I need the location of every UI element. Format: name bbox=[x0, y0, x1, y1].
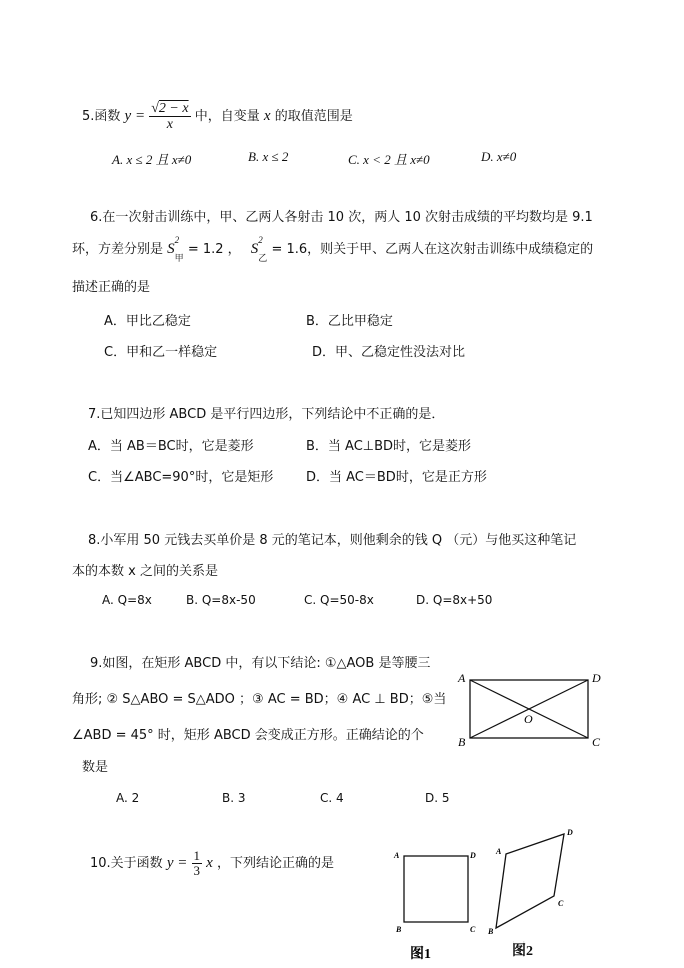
q7-option-a: A．当 AB＝BC时，它是菱形 bbox=[88, 439, 254, 454]
fig2-label-c: C bbox=[558, 899, 564, 908]
q9-label-b: B bbox=[458, 735, 466, 749]
q5-denominator: x bbox=[166, 117, 173, 132]
q6-yi-val: = 1.6，则关于甲、乙两人在这次射击训练中成绩稳定的 bbox=[271, 242, 594, 257]
q5-suffix: 中，自变量 bbox=[194, 109, 260, 124]
q10-var: x bbox=[206, 855, 213, 871]
q8-line2: 本的本数 x 之间的关系是 bbox=[72, 564, 218, 579]
q6-jia-val: = 1.2 ， bbox=[187, 242, 241, 257]
q10-figure-1 bbox=[388, 840, 498, 964]
q8-option-c: C. Q=50-8x bbox=[304, 593, 374, 607]
q6-s-jia: S 2 $_甲$ bbox=[167, 235, 184, 263]
fig1-label-d: D bbox=[470, 851, 476, 860]
q6-s-yi: S 2 $_乙$ bbox=[250, 235, 268, 263]
fig1-label-a: A bbox=[394, 851, 400, 860]
fig2-label-a: A bbox=[496, 847, 502, 856]
fig2-label-d: D bbox=[567, 828, 573, 837]
q9-line2: 角形; ② S△ABO = S△ADO ；③ AC = BD；④ AC ⊥ BD；⑤当 bbox=[72, 692, 447, 707]
q8-line1: 8.小军用 50 元钱去买单价是 8 元的笔记本，则他剩余的钱 Q （元）与他买这种笔记 bbox=[88, 533, 577, 548]
q9-line1: 9.如图，在矩形 ABCD 中，有以下结论: ①△AOB 是等腰三 bbox=[90, 656, 431, 671]
q9-label-d: D bbox=[592, 671, 601, 685]
fig1-caption: 图1 bbox=[410, 947, 431, 962]
q6-option-d: D．甲、乙稳定性没法对比 bbox=[312, 345, 466, 360]
q7-stem: 7.已知四边形 ABCD 是平行四边形，下列结论中不正确的是． bbox=[88, 407, 445, 422]
q5-prefix: 5.函数 bbox=[82, 109, 121, 124]
q5-option-c: C. x < 2 且 x≠0 bbox=[348, 152, 430, 167]
q10-y-eq: y = bbox=[166, 855, 188, 871]
q6-option-b: B．乙比甲稳定 bbox=[306, 314, 393, 329]
q6-option-a: A．甲比乙稳定 bbox=[104, 314, 191, 329]
q8-option-d: D. Q=8x+50 bbox=[416, 593, 493, 607]
fig2-label-b: B bbox=[488, 927, 494, 936]
fig1-label-b: B bbox=[396, 925, 402, 934]
q7-option-d: D．当 AC＝BD时，它是正方形 bbox=[306, 470, 487, 485]
q5-option-d: D. x≠0 bbox=[481, 149, 517, 164]
q5-fraction bbox=[149, 101, 190, 133]
q9-option-a: A. 2 bbox=[116, 791, 140, 805]
q6-option-c: C．甲和乙一样稳定 bbox=[104, 345, 218, 360]
q9-option-d: D. 5 bbox=[425, 791, 450, 805]
q9-option-b: B. 3 bbox=[222, 791, 246, 805]
q5-y-eq: y = bbox=[124, 108, 146, 124]
q5-suffix2: 的取值范围是 bbox=[274, 109, 353, 124]
fig2-caption-text: 图2 bbox=[512, 944, 533, 959]
q10-prefix: 10.关于函数 bbox=[90, 856, 163, 871]
q10-numerator: 1 bbox=[193, 847, 200, 863]
q9-label-a: A bbox=[458, 671, 466, 685]
q6-line3: 描述正确的是 bbox=[72, 280, 151, 295]
q10-stem bbox=[90, 843, 334, 883]
q10-suffix: ，下列结论正确的是 bbox=[216, 856, 334, 871]
q10-fraction bbox=[192, 849, 203, 879]
q9-label-o: O bbox=[524, 712, 533, 726]
q5-numerator: √2 − x bbox=[151, 100, 189, 116]
q10-denominator: 3 bbox=[193, 863, 200, 878]
q5-stem bbox=[82, 96, 353, 136]
q7-option-b: B．当 AC⊥BD时，它是菱形 bbox=[306, 439, 472, 454]
q6-line2 bbox=[72, 235, 594, 263]
q5-option-a: A. x ≤ 2 且 x≠0 bbox=[112, 152, 192, 167]
fig1-label-c: C bbox=[470, 925, 476, 934]
q9-rectangle-figure bbox=[456, 668, 606, 750]
q6-line1: 6.在一次射击训练中，甲、乙两人各射击 10 次，两人 10 次射击成绩的平均数均是 9.1 bbox=[90, 210, 593, 225]
q9-line3: ∠ABD = 45° 时，矩形 ABCD 会变成正方形。正确结论的个 bbox=[72, 728, 424, 743]
q9-label-c: C bbox=[592, 735, 601, 749]
q9-line4: 数是 bbox=[82, 760, 109, 775]
q8-option-a: A. Q=8x bbox=[102, 593, 152, 607]
q7-option-c: C．当∠ABC=90°时，它是矩形 bbox=[88, 470, 274, 485]
q6-line2-text: 环，方差分别是 bbox=[72, 242, 164, 257]
q9-option-c: C. 4 bbox=[320, 791, 344, 805]
q5-var: x bbox=[263, 108, 271, 124]
q10-figure-2 bbox=[484, 822, 580, 942]
q8-option-b: B. Q=8x-50 bbox=[186, 593, 256, 607]
q5-option-b: B. x ≤ 2 bbox=[248, 149, 289, 164]
